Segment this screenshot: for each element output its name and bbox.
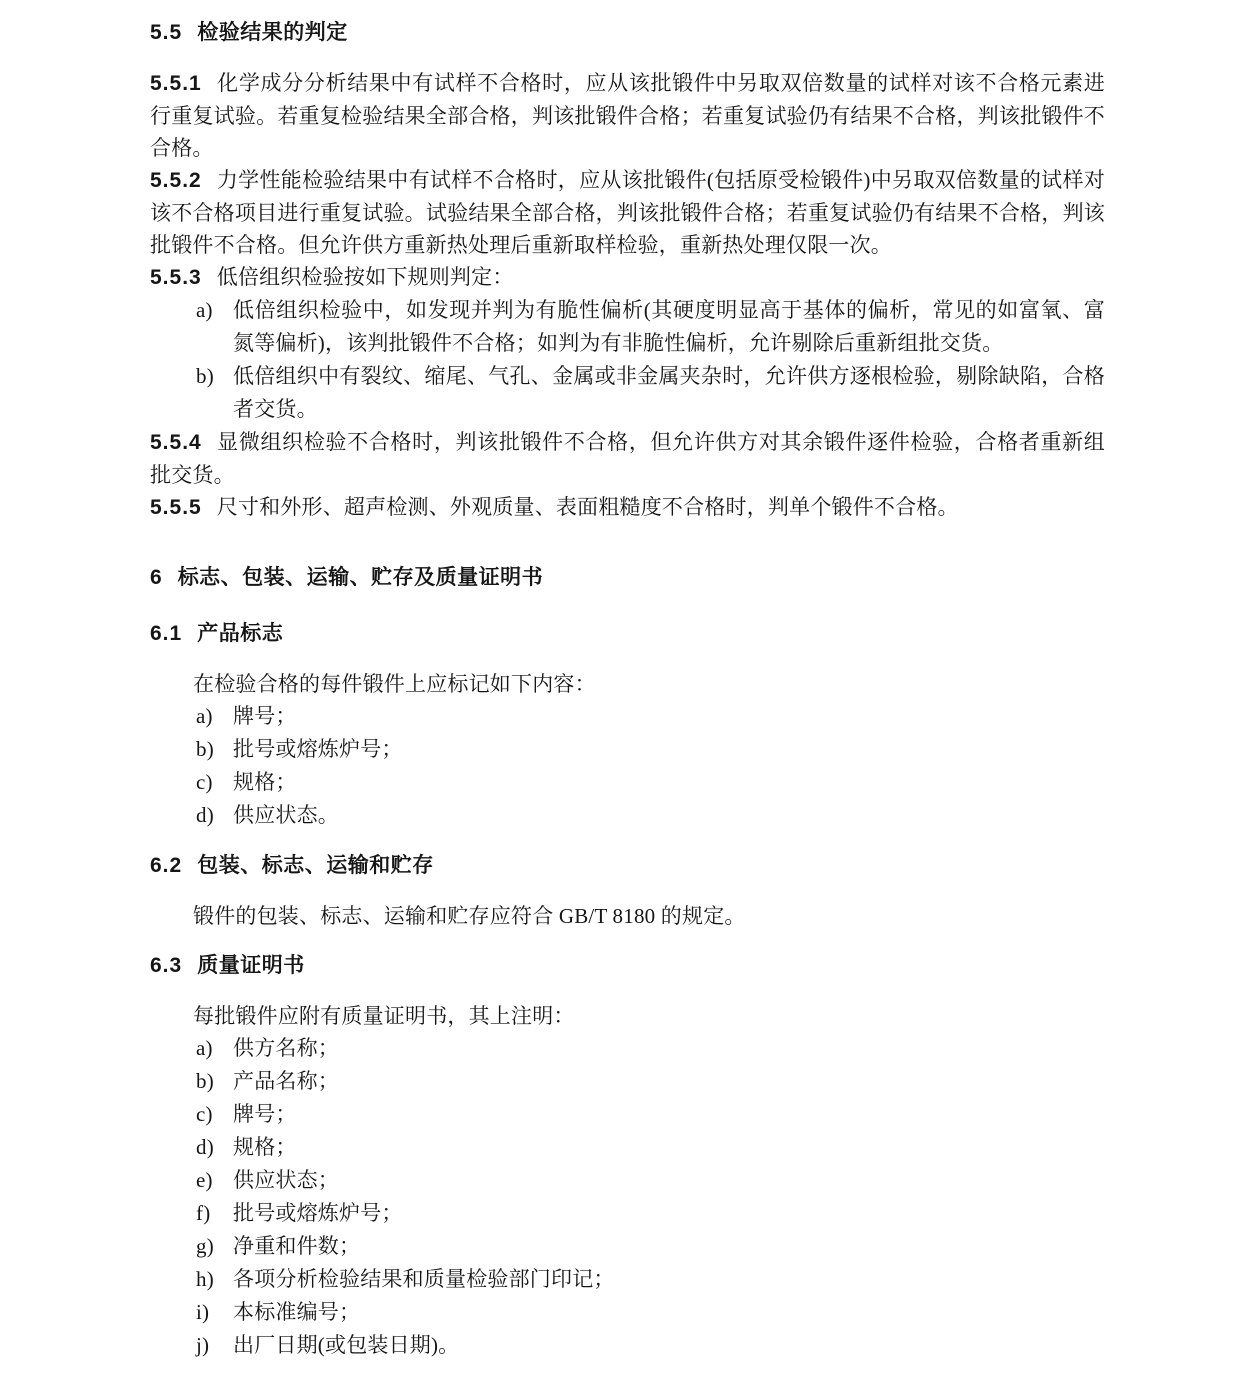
list-item — [150, 294, 1105, 360]
section-6-3-heading — [150, 950, 1105, 982]
list-item-text: 批号或熔炼炉号； — [233, 737, 403, 761]
list-item-text: 低倍组织中有裂纹、缩尾、气孔、金属或非金属夹杂时，允许供方逐根检验，剔除缺陷，合格者交货。 — [233, 364, 1105, 421]
list-item-marker: b) — [196, 737, 214, 761]
list-item-marker: a) — [196, 298, 213, 322]
list-6-3 — [150, 1032, 1105, 1362]
list-item-text: 各项分析检验结果和质量检验部门印记； — [233, 1267, 615, 1291]
list-item-text: 批号或熔炼炉号； — [233, 1201, 403, 1225]
list-item-text: 规格； — [233, 770, 297, 794]
list-item-text: 本标准编号； — [233, 1300, 361, 1324]
section-number: 6.1 — [150, 622, 183, 645]
section-title: 检验结果的判定 — [197, 21, 348, 44]
list-item-marker: f) — [196, 1201, 211, 1225]
list-item-marker: d) — [196, 803, 214, 827]
section-number: 5.5 — [150, 21, 183, 44]
list-item — [150, 1098, 1105, 1131]
list-item — [150, 1296, 1105, 1329]
clause-5-5-2-paragraph — [150, 164, 1105, 261]
list-item-marker: h) — [196, 1267, 214, 1291]
list-item — [150, 1230, 1105, 1263]
list-item-marker: a) — [196, 704, 213, 728]
list-item-text: 牌号； — [233, 1102, 297, 1126]
section-title: 产品标志 — [197, 622, 284, 645]
paragraph-6-2-text: 锻件的包装、标志、运输和贮存应符合 GB/T 8180 的规定。 — [193, 904, 746, 928]
section-6-2-heading — [150, 850, 1105, 882]
clause-5-5-4-paragraph — [150, 426, 1105, 491]
list-item-marker: j) — [196, 1333, 210, 1357]
clause-number: 5.5.1 — [150, 72, 202, 95]
list-item — [150, 1164, 1105, 1197]
list-item-text: 供应状态； — [233, 1168, 339, 1192]
list-item — [150, 1197, 1105, 1230]
list-item — [150, 799, 1105, 832]
list-item — [150, 1032, 1105, 1065]
section-6-heading — [150, 562, 1105, 594]
list-item — [150, 700, 1105, 733]
section-6-1-heading — [150, 618, 1105, 650]
list-item-text: 供应状态。 — [233, 803, 339, 827]
section-title: 质量证明书 — [197, 954, 305, 977]
list-item — [150, 733, 1105, 766]
list-item-marker: c) — [196, 1102, 213, 1126]
list-item-text: 供方名称； — [233, 1036, 339, 1060]
clause-number: 5.5.4 — [150, 431, 202, 454]
list-item-marker: b) — [196, 364, 214, 388]
list-item-text: 净重和件数； — [233, 1234, 361, 1258]
list-item — [150, 1329, 1105, 1362]
list-item-text: 产品名称； — [233, 1069, 339, 1093]
list-item — [150, 1065, 1105, 1098]
list-item-marker: d) — [196, 1135, 214, 1159]
list-item-marker: c) — [196, 770, 213, 794]
list-item-text: 出厂日期(或包装日期)。 — [233, 1333, 460, 1357]
paragraph-6-1-intro: 在检验合格的每件锻件上应标记如下内容： — [193, 672, 596, 696]
clause-5-5-3-paragraph — [150, 261, 1105, 294]
list-item — [150, 766, 1105, 799]
clause-text: 低倍组织检验按如下规则判定： — [216, 265, 514, 289]
clause-number: 5.5.2 — [150, 169, 202, 192]
section-number: 6.2 — [150, 854, 183, 877]
paragraph-6-3-intro: 每批锻件应附有质量证明书，其上注明： — [193, 1004, 575, 1028]
clause-number: 5.5.3 — [150, 266, 202, 289]
list-item — [150, 1263, 1105, 1296]
section-5-5-heading — [150, 17, 1105, 49]
clause-5-5-5-paragraph — [150, 491, 1105, 524]
list-item — [150, 1131, 1105, 1164]
clause-number: 5.5.5 — [150, 496, 202, 519]
list-item-marker: b) — [196, 1069, 214, 1093]
list-item — [150, 360, 1105, 426]
section-number: 6 — [150, 566, 163, 589]
section-title: 包装、标志、运输和贮存 — [197, 854, 434, 877]
list-item-marker: g) — [196, 1234, 214, 1258]
list-item-marker: e) — [196, 1168, 213, 1192]
clause-text: 化学成分分析结果中有试样不合格时，应从该批锻件中另取双倍数量的试样对该不合格元素进行重复试验。若重复检验结果全部合格，判该批锻件合格；若重复试验仍有结果不合格，判该批锻件不合格。 — [150, 71, 1105, 160]
list-item-marker: i) — [196, 1300, 210, 1324]
section-number: 6.3 — [150, 954, 183, 977]
section-title: 标志、包装、运输、贮存及质量证明书 — [177, 566, 544, 589]
clause-text: 尺寸和外形、超声检测、外观质量、表面粗糙度不合格时，判单个锻件不合格。 — [216, 495, 959, 519]
clause-5-5-1-paragraph — [150, 67, 1105, 164]
list-item-text: 牌号； — [233, 704, 297, 728]
list-item-text: 低倍组织检验中，如发现并判为有脆性偏析(其硬度明显高于基体的偏析，常见的如富氧、富氮等偏析)，该判批锻件不合格；如判为有非脆性偏析，允许剔除后重新组批交货。 — [233, 298, 1105, 355]
list-item-text: 规格； — [233, 1135, 297, 1159]
clause-text: 力学性能检验结果中有试样不合格时，应从该批锻件(包括原受检锻件)中另取双倍数量的试样对该不合格项目进行重复试验。试验结果全部合格，判该批锻件合格；若重复试验仍有结果不合格，判该批锻件不合格。但允许供方重新热处理后重新取样检验，重新热处理仅限一次。 — [150, 168, 1105, 257]
list-item-marker: a) — [196, 1036, 213, 1060]
clause-text: 显微组织检验不合格时，判该批锻件不合格，但允许供方对其余锻件逐件检验，合格者重新组批交货。 — [150, 430, 1105, 487]
list-6-1 — [150, 700, 1105, 832]
list-5-5-3 — [150, 294, 1105, 426]
